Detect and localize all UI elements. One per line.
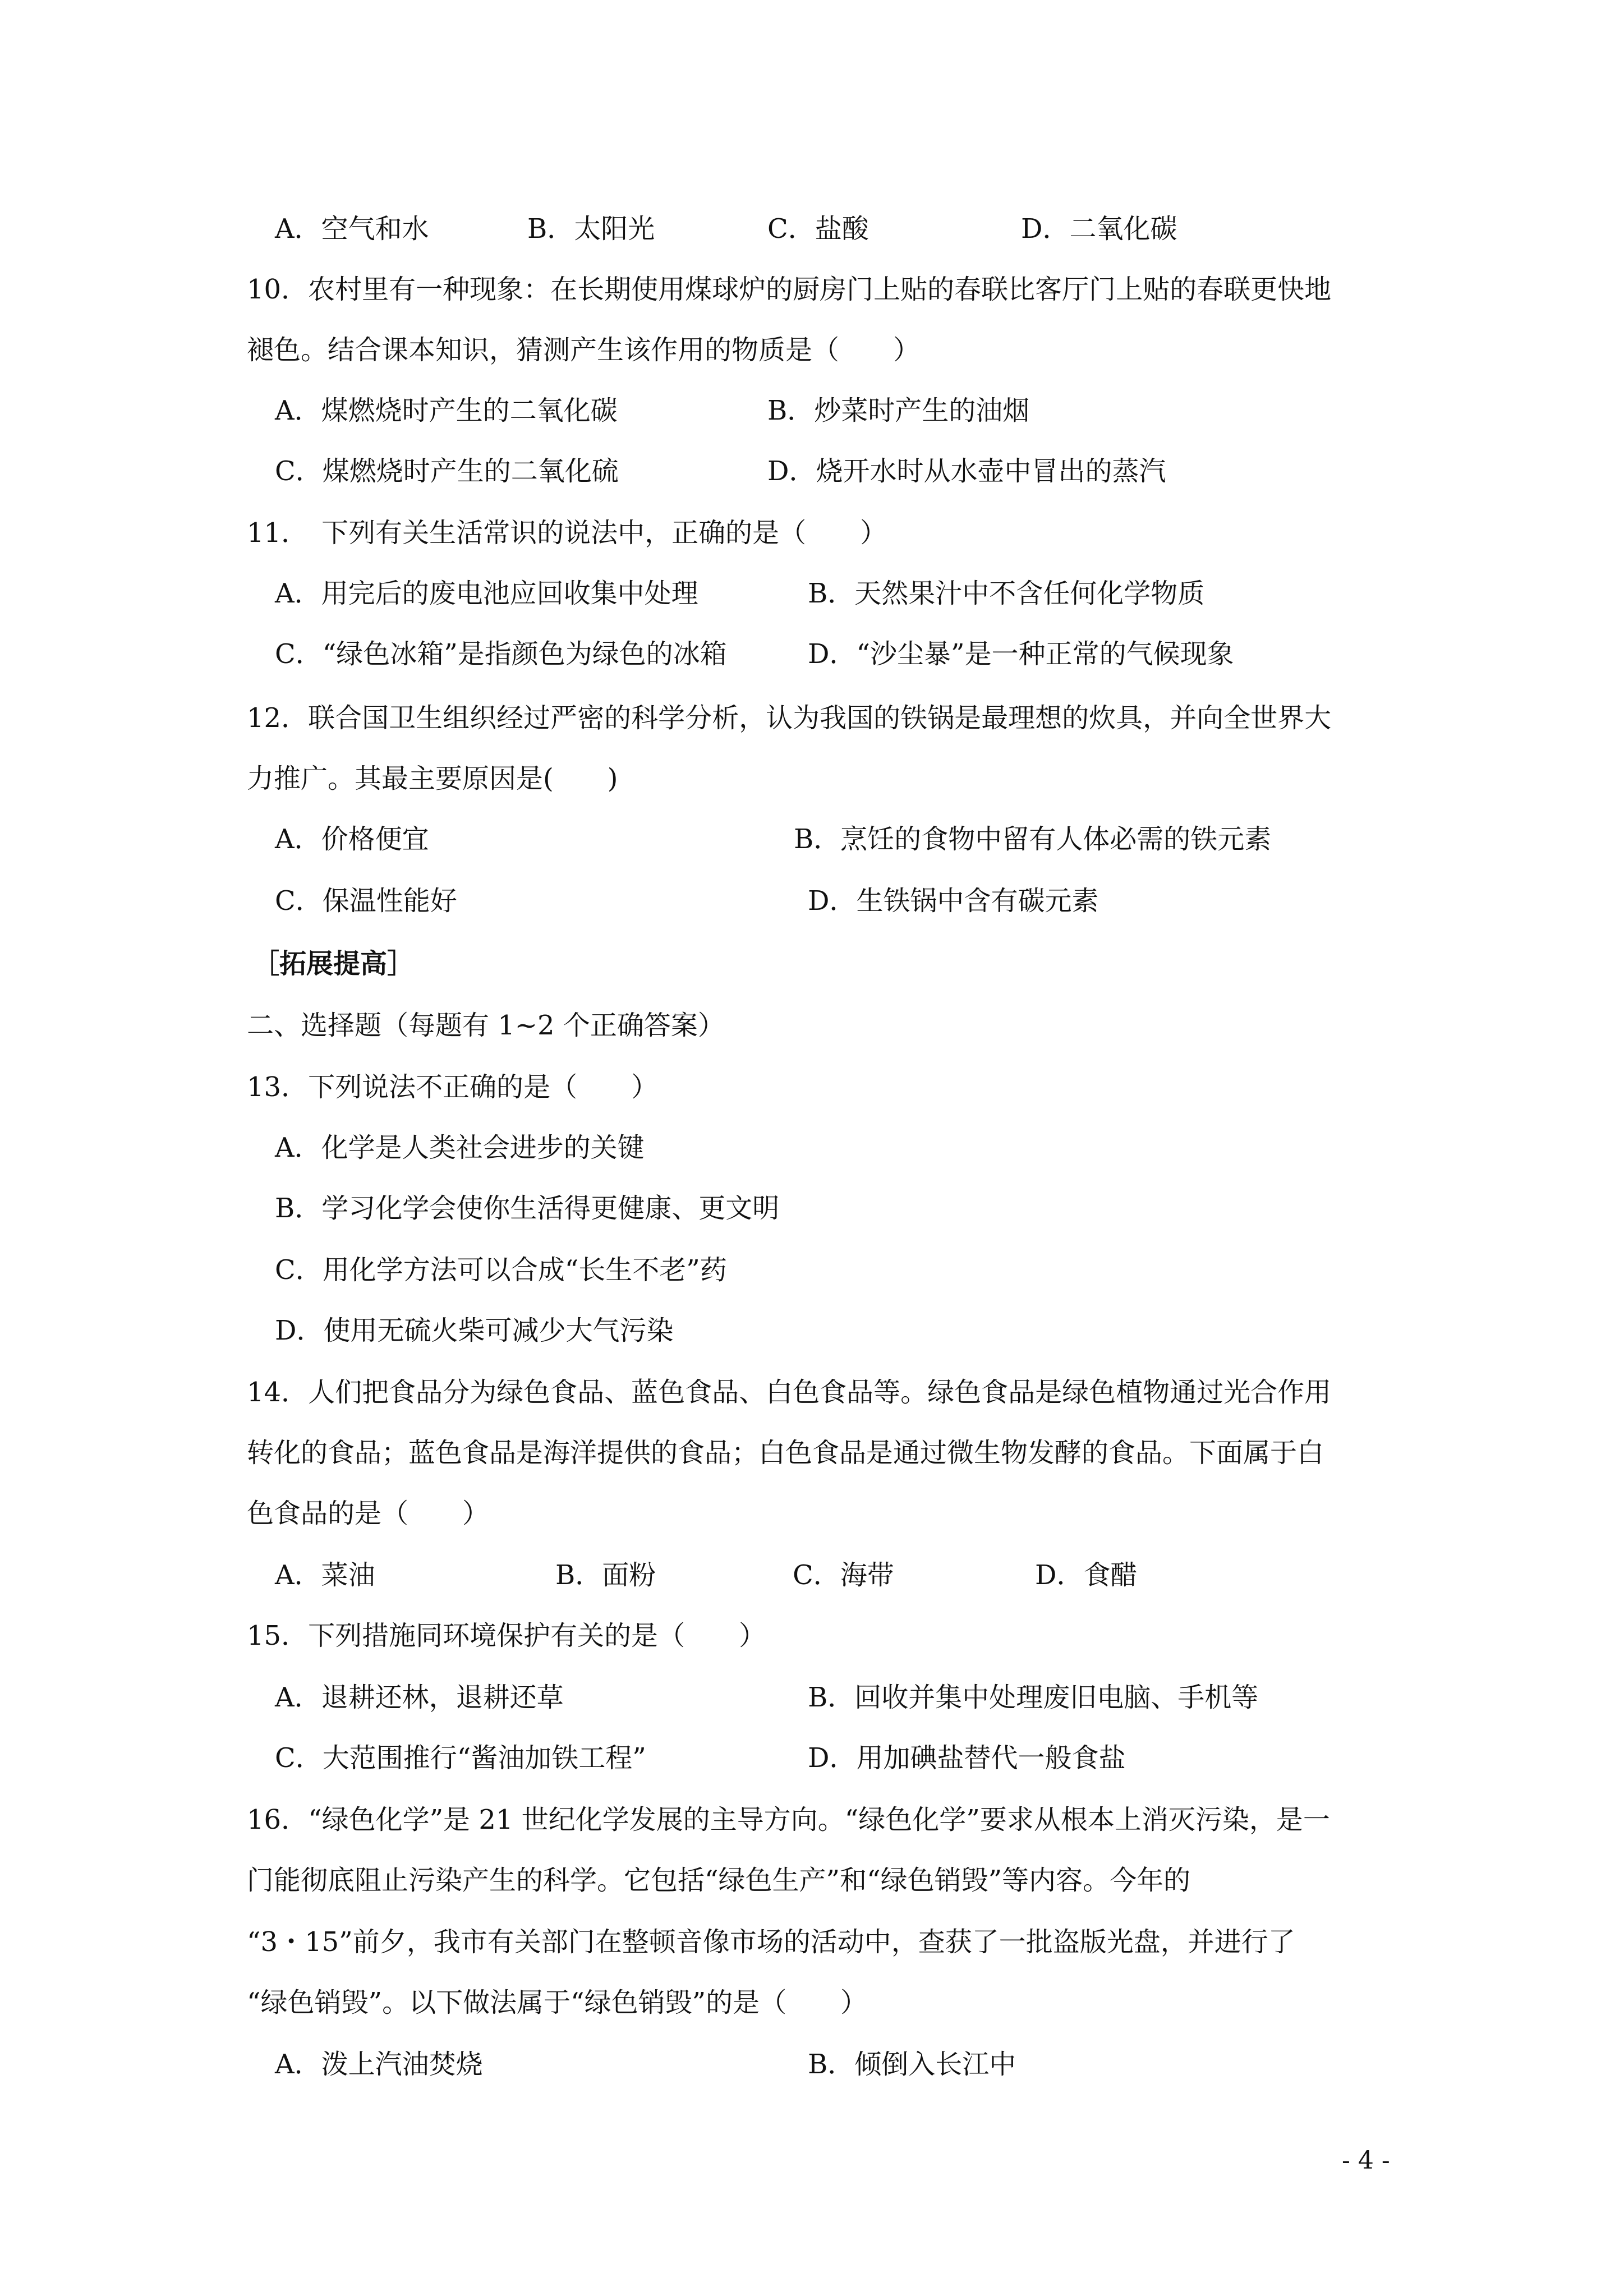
q9-option-d: D．二氧化碳: [1021, 213, 1177, 245]
q15-option-d: D．用加碘盐替代一般食盐: [808, 1742, 1126, 1774]
page-number: - 4 -: [1342, 2146, 1390, 2175]
q12-stem-line1: 12．联合国卫生组织经过严密的科学分析，认为我国的铁锅是最理想的炊具，并向全世界大: [247, 702, 1332, 734]
q12-option-c: C．保温性能好: [275, 885, 457, 917]
q9-option-b: B．太阳光: [527, 213, 655, 245]
section-heading: ［拓展提高］: [252, 948, 415, 979]
q12-option-b: B．烹饪的食物中留有人体必需的铁元素: [794, 823, 1272, 855]
q16-stem-line3: “3・15”前夕，我市有关部门在整顿音像市场的活动中，查获了一批盗版光盘，并进行了: [247, 1926, 1295, 1958]
q15-option-b: B．回收并集中处理废旧电脑、手机等: [808, 1682, 1259, 1713]
q13-option-d: D．使用无硫火柴可减少大气污染: [275, 1315, 674, 1346]
q15-option-a: A．退耕还林，退耕还草: [275, 1682, 564, 1713]
q11-option-c: C．“绿色冰箱”是指颜色为绿色的冰箱: [275, 638, 727, 670]
q15-option-c: C．大范围推行“酱油加铁工程”: [275, 1742, 646, 1774]
q11-option-d: D．“沙尘暴”是一种正常的气候现象: [808, 638, 1234, 670]
q11-stem: 11． 下列有关生活常识的说法中，正确的是（ ）: [247, 517, 887, 549]
q13-option-a: A．化学是人类社会进步的关键: [275, 1132, 645, 1163]
q13-stem: 13．下列说法不正确的是（ ）: [247, 1071, 659, 1103]
q11-option-b: B．天然果汁中不含任何化学物质: [808, 578, 1205, 609]
q12-stem-line2: 力推广。其最主要原因是( ): [247, 763, 618, 794]
q16-stem-line2: 门能彻底阻止污染产生的科学。它包括“绿色生产”和“绿色销毁”等内容。今年的: [247, 1865, 1191, 1896]
q15-stem: 15．下列措施同环境保护有关的是（ ）: [247, 1620, 766, 1651]
q16-option-a: A．泼上汽油焚烧: [275, 2049, 483, 2080]
q14-option-a: A．菜油: [275, 1559, 375, 1591]
q14-option-d: D．食醋: [1035, 1559, 1138, 1591]
q10-option-d: D．烧开水时从水壶中冒出的蒸汽: [767, 455, 1166, 487]
q14-stem-line2: 转化的食品；蓝色食品是海洋提供的食品；白色食品是通过微生物发酵的食品。下面属于白: [247, 1437, 1324, 1469]
q16-option-b: B．倾倒入长江中: [808, 2049, 1016, 2080]
q12-option-d: D．生铁锅中含有碳元素: [808, 885, 1099, 917]
q14-option-b: B．面粉: [555, 1559, 656, 1591]
q14-stem-line3: 色食品的是（ ）: [247, 1498, 490, 1529]
q14-stem-line1: 14．人们把食品分为绿色食品、蓝色食品、白色食品等。绿色食品是绿色植物通过光合作用: [247, 1377, 1332, 1408]
q9-option-c: C．盐酸: [767, 213, 869, 245]
q10-stem-line2: 褪色。结合课本知识，猜测产生该作用的物质是（ ）: [247, 334, 921, 366]
part2-heading: 二、选择题（每题有 1~2 个正确答案）: [247, 1010, 725, 1041]
q10-stem-line1: 10．农村里有一种现象：在长期使用煤球炉的厨房门上贴的春联比客厅门上贴的春联更快地: [247, 274, 1332, 305]
q11-option-a: A．用完后的废电池应回收集中处理: [275, 578, 698, 609]
q10-option-a: A．煤燃烧时产生的二氧化碳: [275, 395, 618, 426]
q13-option-b: B．学习化学会使你生活得更健康、更文明: [275, 1193, 780, 1224]
q9-option-a: A．空气和水: [275, 213, 429, 245]
q16-stem-line4: “绿色销毁”。以下做法属于“绿色销毁”的是（ ）: [247, 1987, 868, 2018]
q16-stem-line1: 16．“绿色化学”是 21 世纪化学发展的主导方向。“绿色化学”要求从根本上消灭污染，是一: [247, 1804, 1330, 1835]
q13-option-c: C．用化学方法可以合成“长生不老”药: [275, 1254, 727, 1286]
q12-option-a: A．价格便宜: [275, 823, 429, 855]
q10-option-c: C．煤燃烧时产生的二氧化硫: [275, 455, 619, 487]
q14-option-c: C．海带: [793, 1559, 894, 1591]
q10-option-b: B．炒菜时产生的油烟: [767, 395, 1030, 426]
